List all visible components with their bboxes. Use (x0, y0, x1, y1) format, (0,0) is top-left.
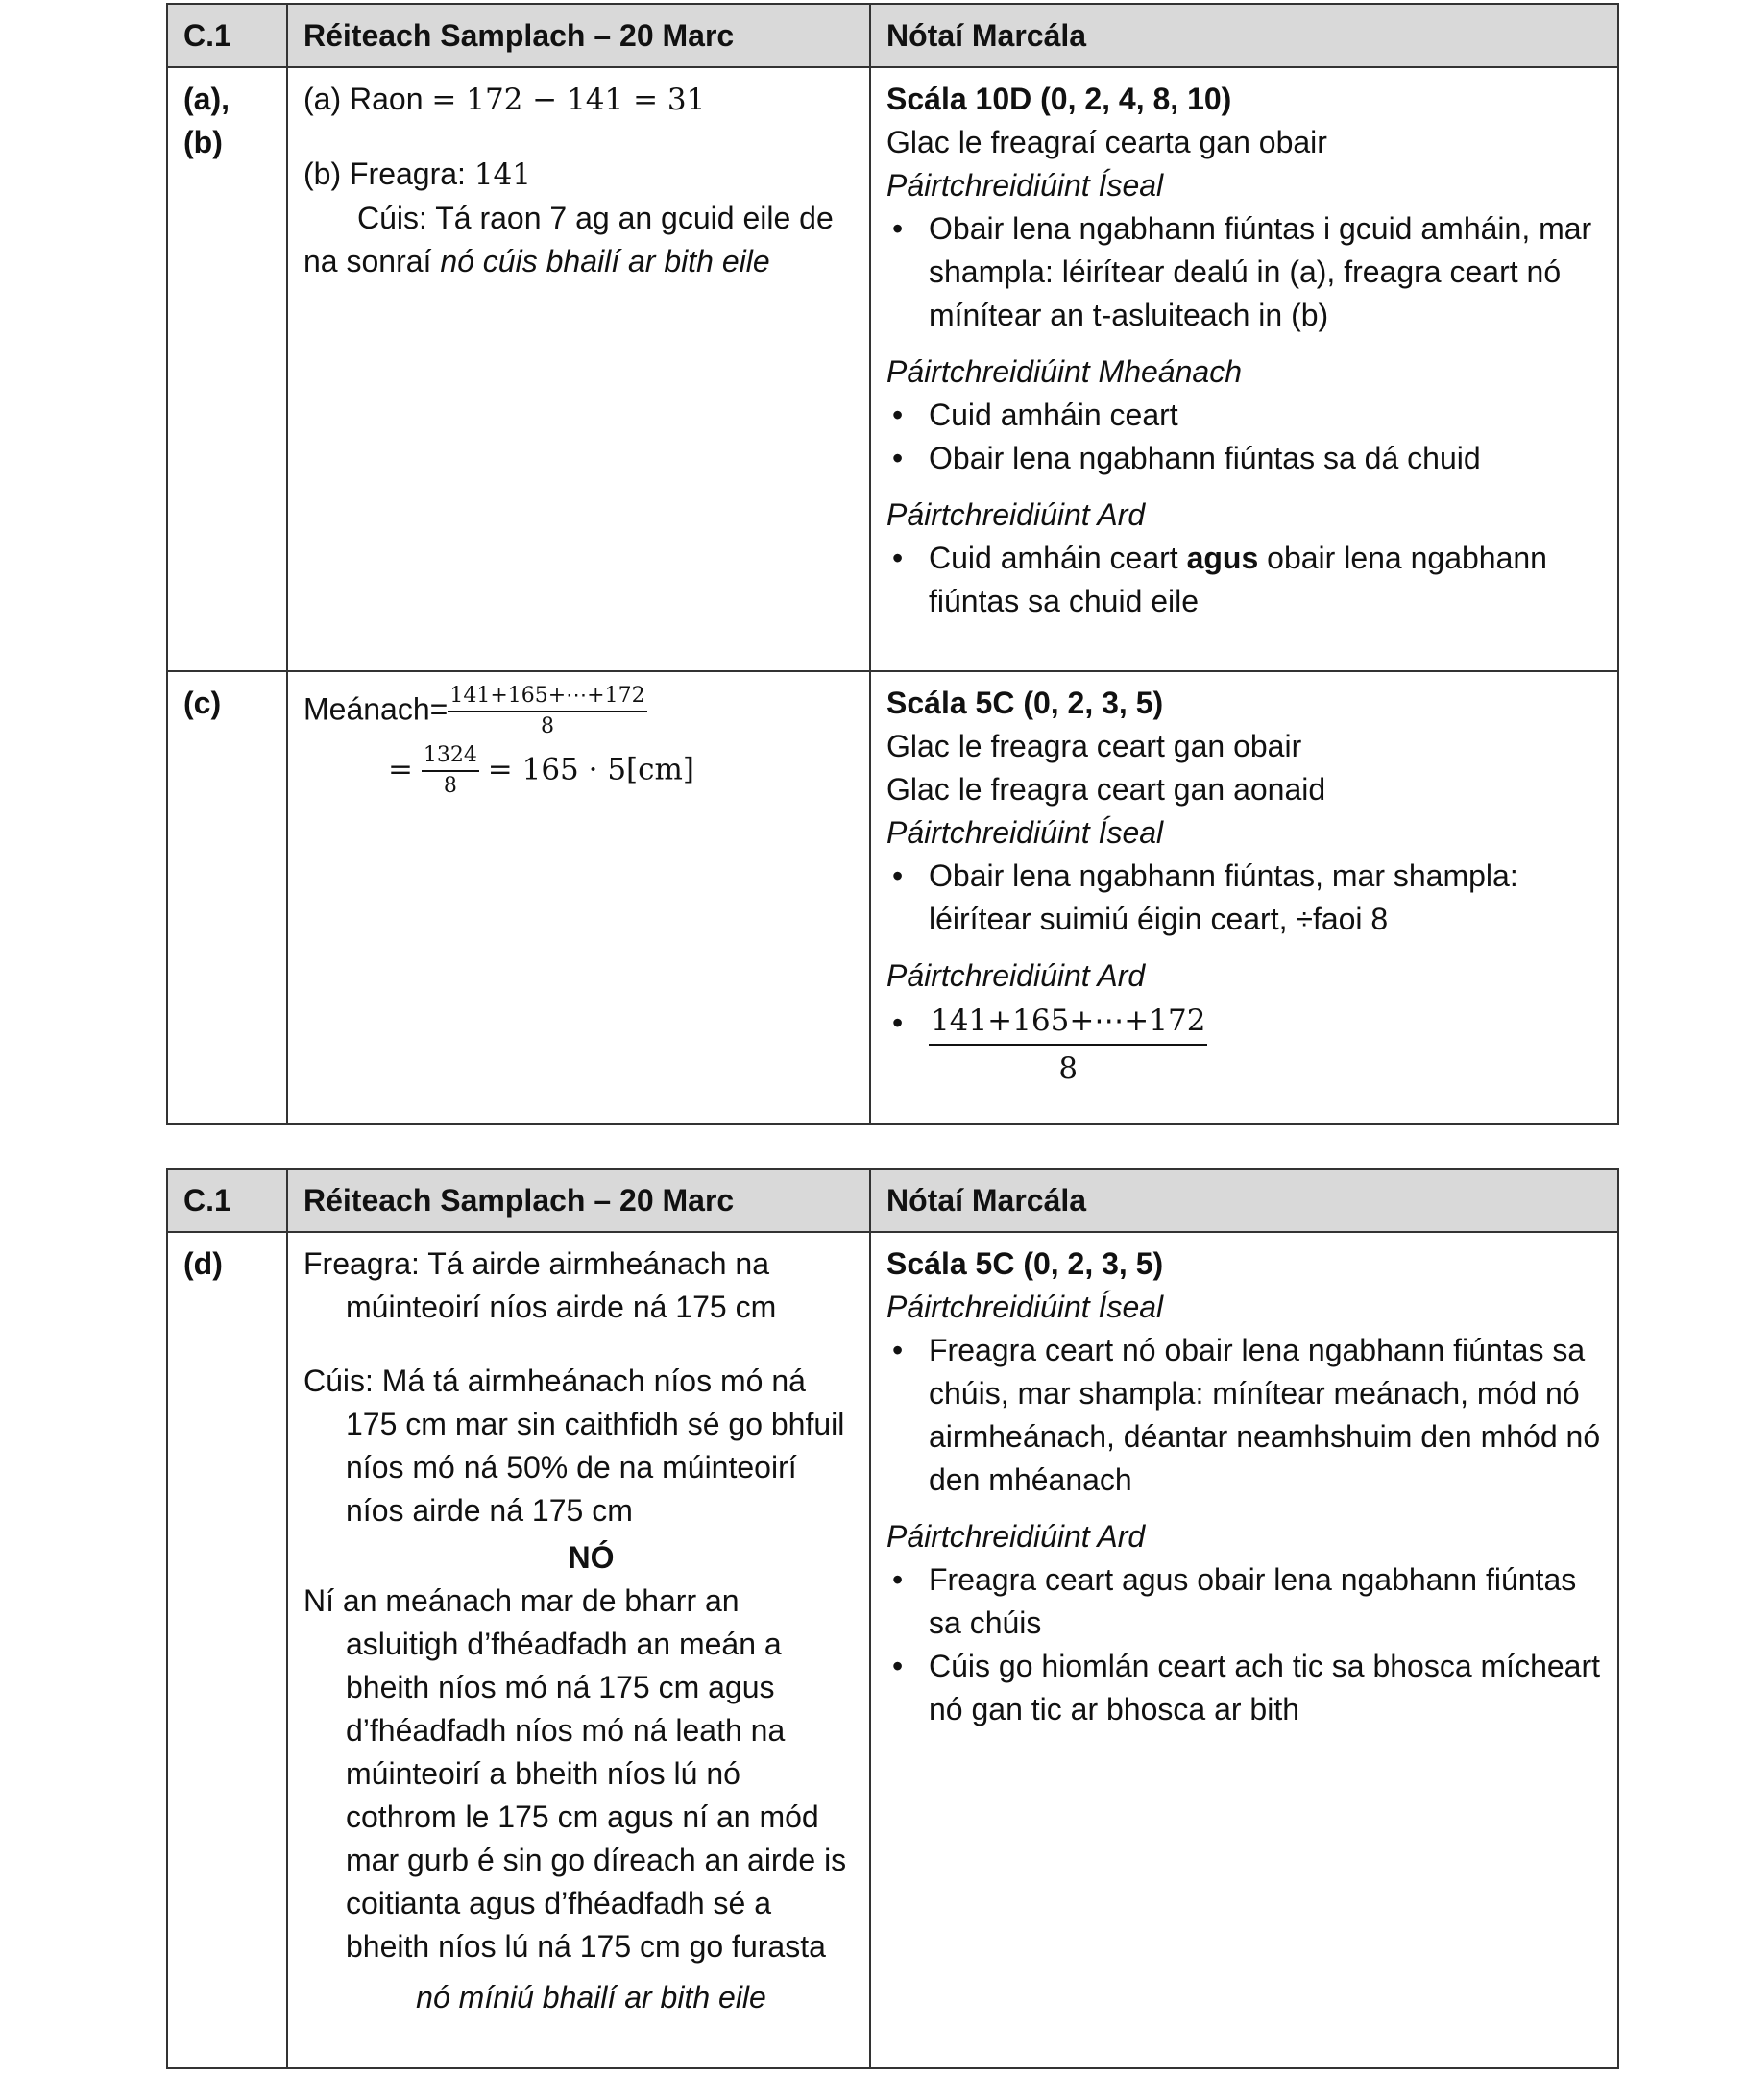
part-label-c: (c) (183, 686, 222, 720)
table-header-row (167, 1169, 1618, 1232)
row-part-ab (167, 67, 1618, 671)
list-item: • Obair lena ngabhann fiúntas i gcuid amháin, mar shampla: léirítear dealú in (a), freagra ceart nó mínítear an t-asluiteach in (b) (886, 207, 1602, 337)
partial-credit-low-title: Páirtchreidiúint Íseal (886, 168, 1164, 203)
scale-label: Scála 10D (0, 2, 4, 8, 10) (886, 82, 1232, 116)
part-label-d: (d) (183, 1246, 223, 1281)
header-question: C.1 (167, 4, 287, 67)
scale-label: Scála 5C (0, 2, 3, 5) (886, 1246, 1164, 1281)
answer-b-prefix: (b) Freagra: (303, 157, 466, 191)
partial-credit-mid-title: Páirtchreidiúint Mheánach (886, 354, 1242, 389)
or-label: NÓ (568, 1540, 615, 1575)
list-item (886, 998, 1602, 1092)
high-credit-fraction: • $\frac{141+165+\cdots+172}{8}$ (929, 998, 1207, 1092)
sum-fraction: $\frac{1324}{8}$ (423, 743, 477, 798)
reason-alternative: nó míniú bhailí ar bith eile (416, 1980, 766, 2015)
answer-b-reason (303, 197, 854, 283)
partial-credit-high-list (886, 998, 1602, 1092)
list-item: • Cúis go hiomlán ceart ach tic sa bhosca mícheart nó gan tic ar bhosca ar bith (886, 1645, 1602, 1731)
list-item: • Cuid amháin ceart agus obair lena ngabhann fiúntas sa chuid eile (886, 537, 1602, 623)
partial-credit-mid-list (886, 394, 1602, 480)
answer-b-math: 141 (473, 157, 531, 192)
reason-d-2: Ní an meánach mar de bharr an asluitigh d’fhéadfadh an meán a bheith níos mó ná 175 cm agus d’fhéadfadh níos mó ná leath na múinteoirí a bheith níos lú nó cothrom le 175 cm agus ní an mód mar gurb é sin go díreach an airde is coitianta agus d’fhéadfadh sé a bheith níos lú ná 175 cm go furasta (303, 1583, 847, 1964)
marking-scheme-table-2 (166, 1168, 1619, 2069)
reason-text: Cúis: Tá raon 7 ag an gcuid eile de na sonraí (303, 201, 834, 278)
header-solution-title: Réiteach Samplach – 20 Marc (287, 4, 870, 67)
mean-result: = $\frac{1324}{8}$ = 165 · 5[cm] (303, 741, 854, 801)
notes-c (871, 672, 1617, 1099)
answer-a (303, 78, 854, 122)
mean-label: Meánach= (303, 691, 449, 727)
list-item: • Obair lena ngabhann fiúntas sa dá chuid (886, 437, 1602, 480)
scale-label: Scála 5C (0, 2, 3, 5) (886, 686, 1164, 720)
solution-d (288, 1233, 869, 2027)
partial-credit-low-list (886, 1329, 1602, 1502)
partial-credit-high-list (886, 537, 1602, 623)
list-item: • Cuid amháin ceart (886, 394, 1602, 437)
list-item: • Obair lena ngabhann fiúntas, mar shampla: léirítear suimiú éigin ceart, ÷faoi 8 (886, 855, 1602, 941)
partial-credit-high-list (886, 1558, 1602, 1731)
answer-b (303, 153, 854, 197)
mean-equation (303, 682, 854, 741)
list-item: • Freagra ceart agus obair lena ngabhann fiúntas sa chúis (886, 1558, 1602, 1645)
partial-credit-high-title: Páirtchreidiúint Ard (886, 1519, 1146, 1554)
row-part-d (167, 1232, 1618, 2068)
header-question: C.1 (167, 1169, 287, 1232)
notes-ab (871, 68, 1617, 631)
partial-credit-high-title: Páirtchreidiúint Ard (886, 958, 1146, 993)
partial-credit-low-title: Páirtchreidiúint Íseal (886, 1290, 1164, 1324)
solution-c (288, 672, 869, 809)
answer-d: Freagra: Tá airde airmheánach na múinteoirí níos airde ná 175 cm (303, 1246, 777, 1324)
header-notes-title: Nótaí Marcála (870, 4, 1618, 67)
partial-credit-high-title: Páirtchreidiúint Ard (886, 497, 1146, 532)
answer-a-math: = 172 − 141 = 31 (431, 83, 706, 117)
solution-ab (288, 68, 869, 291)
row-part-c (167, 671, 1618, 1124)
table-header-row (167, 4, 1618, 67)
notes-d (871, 1233, 1617, 1739)
accept-note: Glac le freagra ceart gan aonaid (886, 772, 1326, 807)
reason-alternative: nó cúis bhailí ar bith eile (440, 244, 770, 278)
partial-credit-low-list (886, 855, 1602, 941)
reason-d-1: Cúis: Má tá airmheánach níos mó ná 175 cm mar sin caithfidh sé go bhfuil níos mó ná 50% de na múinteoirí níos airde ná 175 cm (303, 1364, 845, 1528)
partial-credit-low-list (886, 207, 1602, 337)
accept-note: Glac le freagra ceart gan obair (886, 729, 1302, 763)
partial-credit-low-title: Páirtchreidiúint Íseal (886, 815, 1164, 850)
mean-fraction: $\frac{141+165+\cdots+172}{8}$ (449, 684, 645, 738)
list-item: • Freagra ceart nó obair lena ngabhann fiúntas sa chúis, mar shampla: mínítear meánach, mód nó airmheánach, déantar neamhshuim den mhód nó den mhéanach (886, 1329, 1602, 1502)
part-label-ab: (a), (b) (183, 82, 230, 159)
answer-a-prefix: (a) Raon (303, 82, 424, 116)
header-solution-title: Réiteach Samplach – 20 Marc (287, 1169, 870, 1232)
accept-note: Glac le freagraí cearta gan obair (886, 125, 1327, 159)
header-notes-title: Nótaí Marcála (870, 1169, 1618, 1232)
marking-scheme-table-1 (166, 3, 1619, 1125)
